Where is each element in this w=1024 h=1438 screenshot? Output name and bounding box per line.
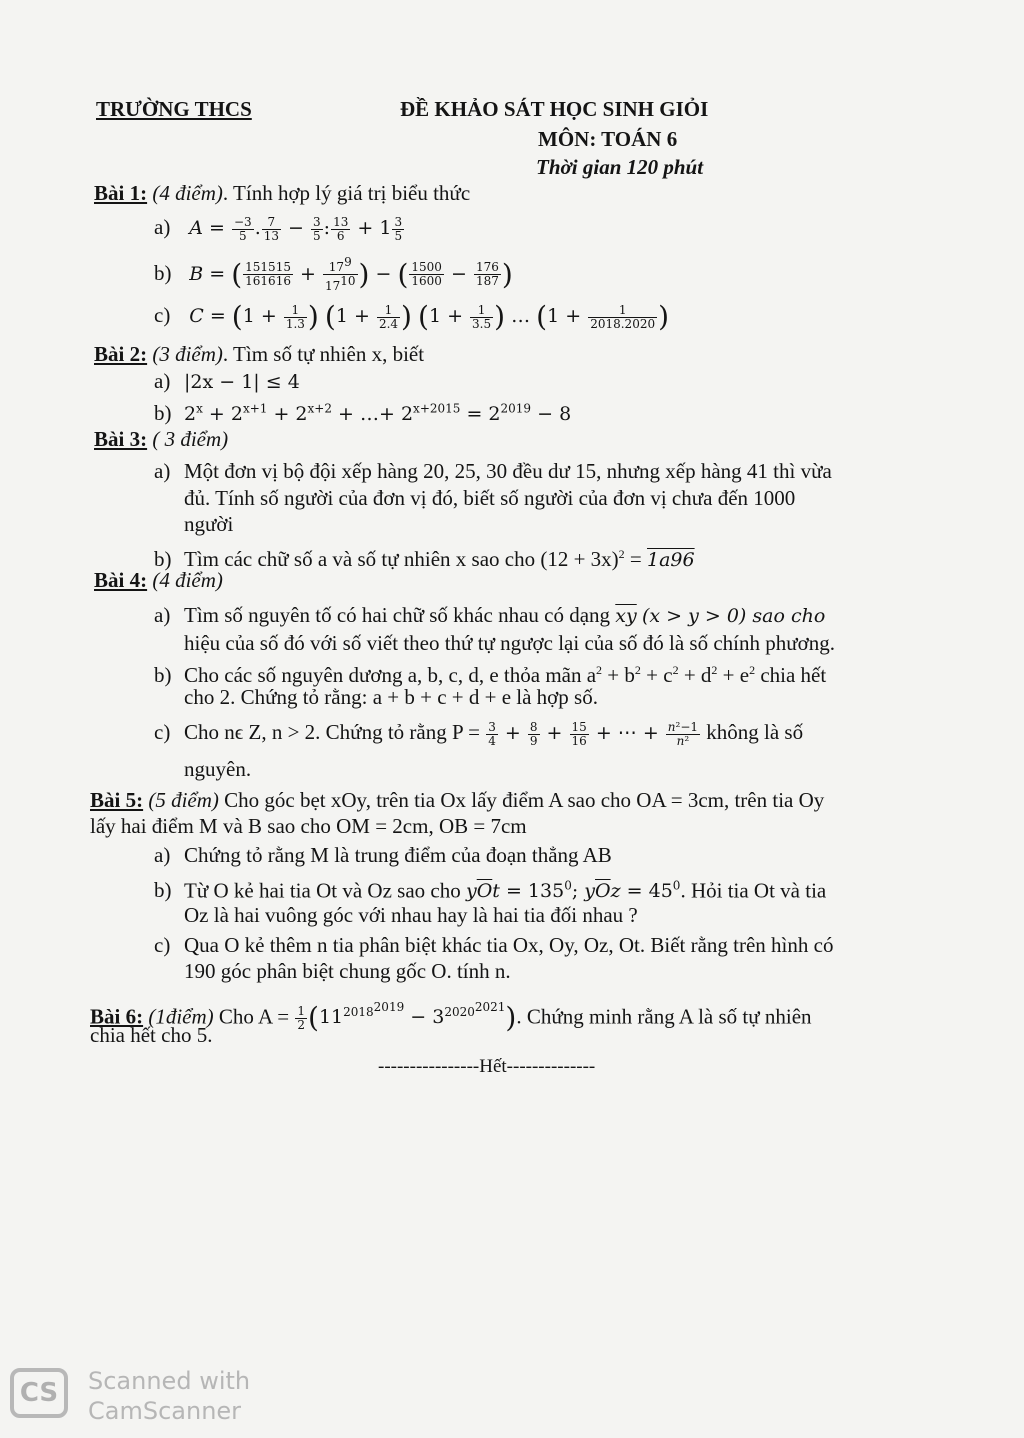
bai1-points: (4 điểm): [152, 181, 223, 205]
exam-title: ĐỀ KHẢO SÁT HỌC SINH GIỎI: [400, 97, 709, 121]
bai3-a-line1: a) Một đơn vị bộ đội xếp hàng 20, 25, 30 đều dư 15, nhưng xếp hàng 41 thì vừa: [154, 459, 832, 483]
bai4-b-line2: cho 2. Chứng tỏ rằng: a + b + c + d + e là hợp số.: [184, 685, 598, 709]
bai6-line1: Bài 6: (1điểm) Cho A = $\frac{1}{2}$ $(11^{2018^{2019}} - 3^{2020^{2021}})$. Chứng minh rằng A là số tự nhiên: [90, 1000, 812, 1035]
bai2-b-formula: $2^x + 2^{x+1} + 2^{x+2}$ + …+ $2^{x+2015} = 2^{2019} - 8$: [184, 402, 572, 426]
bai3-heading: [94, 426, 228, 452]
bai3-b-overline-number: 1a96: [647, 549, 695, 571]
bai2-a-formula: |2x − 1| ≤ 4: [184, 371, 300, 393]
bai4-a-line1: a) Tìm số nguyên tố có hai chữ số khác nhau có dạng $\overline{xy}$ (x > y > 0) sao cho: [154, 603, 826, 627]
bai5-b-line1: b) Từ O kẻ hai tia Ot và Oz sao cho $y\overline{O}t = 135^0$; $y\overline{O}z = 45^0$. Hỏi tia Ot và tia: [154, 878, 827, 903]
bai4-title: Bài 4:: [94, 568, 148, 592]
bai1-a-label: a): [154, 215, 171, 239]
bai5-c-line2: 190 góc phân biệt chung gốc O. tính n.: [184, 959, 511, 983]
bai3-points: ( 3 điểm): [152, 427, 229, 451]
bai6-points: (1điểm): [148, 1004, 214, 1029]
bai2-title: Bài 2:: [94, 342, 148, 366]
end-marker: ----------------Hết--------------: [378, 1056, 596, 1077]
bai1-c-formula: C = (1 + $\frac{1}{1.3}$ ) (1 + $\frac{1}{2.4}$ ) (1 + $\frac{1}{3.5}$ ) … (1 + $\frac{1}{2018.2020}$ ): [189, 300, 670, 333]
bai5-title: Bài 5:: [90, 788, 144, 812]
school-name: TRƯỜNG THCS: [96, 97, 252, 121]
bai5-b-line2: Oz là hai vuông góc với nhau hay là hai tia đối nhau ?: [184, 903, 638, 927]
bai2-a: a) |2x − 1| ≤ 4: [154, 369, 300, 393]
bai5-c-line1: c) Qua O kẻ thêm n tia phân biệt khác tia Ox, Oy, Oz, Ot. Biết rằng trên hình có: [154, 933, 834, 957]
bai5-points: (5 điểm): [148, 788, 219, 812]
bai4-c-line1: c) Cho nϵ Z, n > 2. Chứng tỏ rằng P = $\frac{3}{4}$ + $\frac{8}{9}$ + $\frac{15}{16}$ + ⋯ + $\frac{\text{n²−1}}{\text{n²}}$ không là số: [154, 719, 804, 748]
watermark-line2: CamScanner: [88, 1397, 242, 1425]
subject: MÔN: TOÁN 6: [538, 127, 678, 151]
bai1-c: [154, 302, 669, 331]
bai4-a-overline: $\overline{xy}$: [615, 605, 637, 627]
bai1-c-label: c): [154, 303, 171, 327]
bai1-a-formula: A = $\frac{-3}{5}$ . $\frac{7}{13}$ − $\frac{3}{5}$ : $\frac{13}{6}$ + 1 $\frac{3}{5}$: [189, 214, 403, 243]
bai5-line1: Bài 5: (5 điểm) Cho góc bẹt xOy, trên tia Ox lấy điểm A sao cho OA = 3cm, trên tia Oy: [90, 788, 825, 812]
bai4-heading: [94, 567, 223, 593]
bai4-b-line1: b) Cho các số nguyên dương a, b, c, d, e thỏa mãn $a^2 + b^2 + c^2 + d^2 + e^2$ chia hết: [154, 663, 827, 687]
bai3-title: Bài 3:: [94, 427, 148, 451]
bai1-title: Bài 1:: [94, 181, 148, 205]
camscanner-watermark: [88, 1366, 250, 1426]
bai2-text: . Tìm số tự nhiên x, biết: [222, 342, 425, 366]
camscanner-logo-icon: CS: [10, 1368, 68, 1418]
bai1-a: [154, 214, 405, 243]
bai3-a-line2: đủ. Tính số người của đơn vị đó, biết số người của đơn vị chưa đến 1000: [184, 486, 796, 510]
bai3-a-line3: người: [184, 512, 234, 536]
bai4-points: (4 điểm): [152, 568, 223, 592]
bai3-b: b) Tìm các chữ số a và số tự nhiên x sao cho $(12 + 3x)^2 = 1a96$: [154, 547, 695, 571]
bai4-c-line2: nguyên.: [184, 757, 252, 781]
bai6-line2: chia hết cho 5.: [90, 1023, 213, 1047]
bai1-b-label: b): [154, 260, 172, 285]
bai2-b: b) $2^x + 2^{x+1} + 2^{x+2}$ + …+ $2^{x+2015} = 2^{2019} - 8$: [154, 401, 572, 426]
bai1-b: [154, 256, 513, 293]
bai5-line2: lấy hai điểm M và B sao cho OM = 2cm, OB = 7cm: [90, 814, 527, 838]
bai5-a: a) Chứng tỏ rằng M là trung điểm của đoạn thẳng AB: [154, 843, 612, 867]
exam-time: Thời gian 120 phút: [536, 155, 704, 179]
bai1-heading: [94, 180, 470, 206]
bai2-points: (3 điểm): [152, 342, 223, 366]
bai6-title: Bài 6:: [90, 1004, 144, 1029]
bai4-a-line2: hiệu của số đó với số viết theo thứ tự ngược lại của số đó là số chính phương.: [184, 631, 835, 655]
bai1-text: . Tính hợp lý giá trị biểu thức: [222, 181, 471, 205]
watermark-line1: Scanned with: [88, 1367, 251, 1395]
bai2-heading: [94, 341, 424, 367]
bai1-b-formula: B = ( $\frac{151515}{161616}$ + $\frac{17^9}{17^{10}}$ ) − ( $\frac{1500}{1600}$ − $\frac{176}{187}$ ): [189, 255, 513, 293]
